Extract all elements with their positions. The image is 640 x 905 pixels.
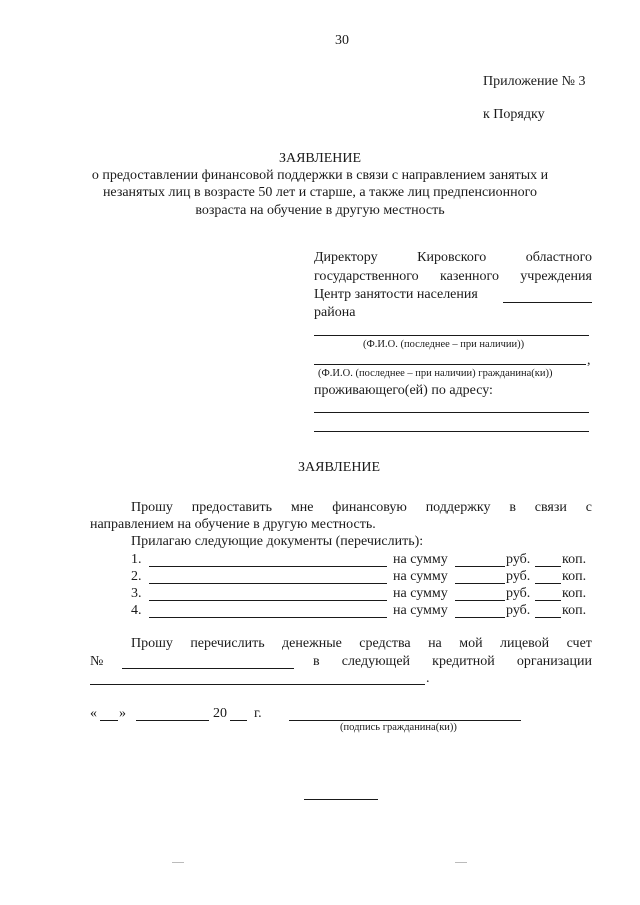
citizen-name-line xyxy=(314,364,586,365)
request-word: в xyxy=(509,500,516,515)
addressee-word: казенного xyxy=(440,269,499,284)
director-name-line xyxy=(314,335,589,336)
transfer-word: на xyxy=(428,636,442,651)
request-word: связи xyxy=(534,500,567,515)
closing-rule xyxy=(304,799,378,800)
signature-caption: (подпись гражданина(ки)) xyxy=(340,722,457,733)
subtitle-line-2: незанятых лиц в возрасте 50 лет и старше, а также лиц предпенсионного xyxy=(102,185,538,200)
address-line-2 xyxy=(314,431,589,432)
date-year-suffix: г. xyxy=(254,706,262,721)
document-name-line xyxy=(149,617,387,618)
document-number: 2. xyxy=(131,569,142,584)
addressee-word: Кировского xyxy=(417,250,487,265)
document-sum-label: на сумму xyxy=(393,586,448,601)
addressee-line-2 xyxy=(314,269,592,285)
appendix-ref: к Порядку xyxy=(483,107,545,122)
kop-amount-line xyxy=(535,617,561,618)
kop-label: коп. xyxy=(562,586,587,601)
kop-amount-line xyxy=(535,583,561,584)
transfer-line-1 xyxy=(131,636,592,652)
document-title: ЗАЯВЛЕНИЕ xyxy=(278,151,362,166)
kop-amount-line xyxy=(535,600,561,601)
document-sum-label: на сумму xyxy=(393,603,448,618)
document-number: 3. xyxy=(131,586,142,601)
rub-label: руб. xyxy=(506,552,531,567)
addressee-line-1 xyxy=(314,250,592,266)
rub-amount-line xyxy=(455,566,505,567)
addressee-line-4: района xyxy=(314,305,356,320)
rub-amount-line xyxy=(455,600,505,601)
rub-amount-line xyxy=(455,583,505,584)
transfer-word: в xyxy=(313,654,320,669)
transfer-word: организации xyxy=(516,654,592,669)
addressee-word: Директору xyxy=(314,250,378,265)
transfer-line-2 xyxy=(313,654,592,670)
date-year-line xyxy=(230,720,247,721)
scan-mark xyxy=(455,862,467,863)
subtitle-line-1: о предоставлении финансовой поддержки в связи с направлением занятых и xyxy=(91,168,549,183)
account-number-sign: № xyxy=(90,654,104,669)
signature-line xyxy=(289,720,521,721)
document-name-line xyxy=(149,566,387,567)
transfer-word: мой xyxy=(459,636,483,651)
transfer-word: счет xyxy=(566,636,592,651)
request-word: поддержку xyxy=(425,500,491,515)
appendix-number: Приложение № 3 xyxy=(483,74,586,89)
addressee-word: областного xyxy=(525,250,592,265)
transfer-word: Прошу xyxy=(131,636,173,651)
bank-name-period: . xyxy=(426,671,430,686)
address-line-1 xyxy=(314,412,589,413)
request-line-1 xyxy=(131,500,592,516)
date-month-line xyxy=(136,720,209,721)
subtitle-line-3: возраста на обучение в другую местность xyxy=(195,203,445,218)
scan-mark xyxy=(172,862,184,863)
document-sum-label: на сумму xyxy=(393,552,448,567)
rub-label: руб. xyxy=(506,569,531,584)
citizen-name-comma: , xyxy=(587,353,591,368)
rub-amount-line xyxy=(455,617,505,618)
addressee-line-3: Центр занятости населения xyxy=(314,287,478,302)
document-sum-label: на сумму xyxy=(393,569,448,584)
addressee-word: учреждения xyxy=(520,269,592,284)
request-word: предоставить xyxy=(191,500,273,515)
request-line-2: направлением на обучение в другую местность. xyxy=(90,517,376,532)
request-word: Прошу xyxy=(131,500,173,515)
document-number: 1. xyxy=(131,552,142,567)
document-name-line xyxy=(149,600,387,601)
date-quote-close: » xyxy=(119,706,126,721)
kop-label: коп. xyxy=(562,603,587,618)
transfer-word: следующей xyxy=(341,654,411,669)
request-word: с xyxy=(585,500,592,515)
transfer-word: средства xyxy=(359,636,411,651)
kop-label: коп. xyxy=(562,569,587,584)
document-number: 4. xyxy=(131,603,142,618)
transfer-word: лицевой xyxy=(499,636,550,651)
date-quote-open: « xyxy=(90,706,97,721)
rub-label: руб. xyxy=(506,603,531,618)
residing-label: проживающего(ей) по адресу: xyxy=(314,383,493,398)
addressee-word: государственного xyxy=(314,269,419,284)
date-day-line xyxy=(100,720,118,721)
director-name-caption: (Ф.И.О. (последнее – при наличии)) xyxy=(363,339,525,350)
request-word: финансовую xyxy=(332,500,407,515)
transfer-word: перечислить xyxy=(190,636,265,651)
transfer-word: кредитной xyxy=(432,654,495,669)
attach-intro: Прилагаю следующие документы (перечислить): xyxy=(131,534,424,549)
request-word: мне xyxy=(290,500,314,515)
district-blank-line xyxy=(503,302,592,303)
transfer-word: денежные xyxy=(282,636,342,651)
account-number-line xyxy=(122,668,294,669)
document-name-line xyxy=(149,583,387,584)
citizen-name-caption: (Ф.И.О. (последнее – при наличии) гражданина(ки)) xyxy=(318,368,553,379)
kop-amount-line xyxy=(535,566,561,567)
page-number: 30 xyxy=(335,33,349,48)
rub-label: руб. xyxy=(506,586,531,601)
bank-name-line xyxy=(90,684,425,685)
kop-label: коп. xyxy=(562,552,587,567)
body-title: ЗАЯВЛЕНИЕ xyxy=(298,460,381,475)
date-year-prefix: 20 xyxy=(213,706,227,721)
